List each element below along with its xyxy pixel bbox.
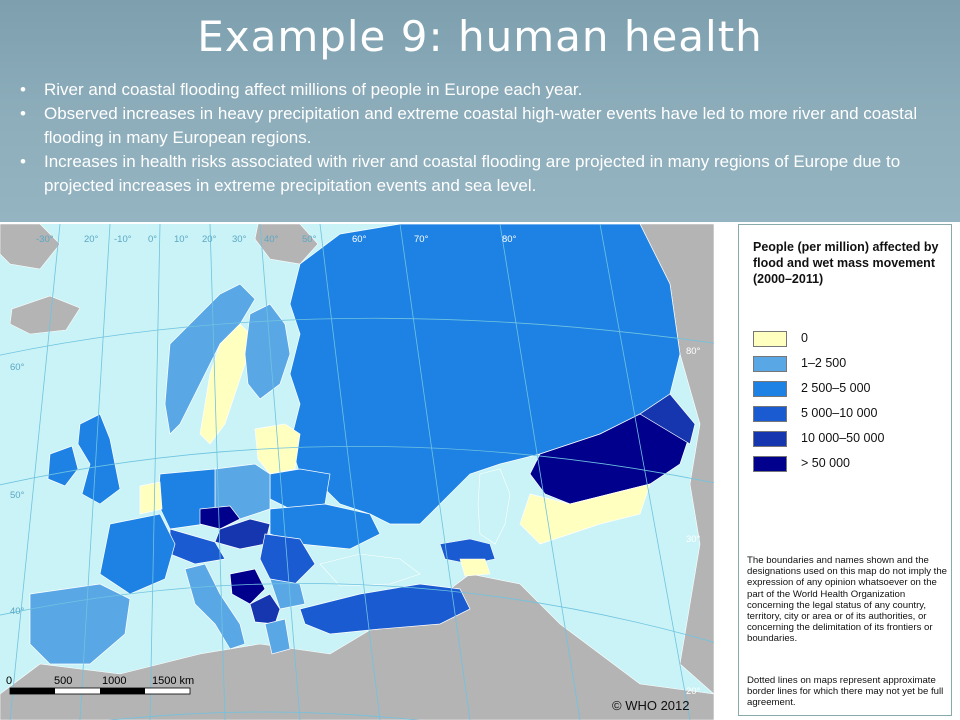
legend-item [753,456,943,474]
legend-dotted-note: Dotted lines on maps represent approximate border lines for which there may not yet be full agreement. [747,675,944,709]
lon-label: 60° [352,234,367,245]
slide-header [0,0,960,222]
bullet-item [18,78,948,102]
legend-disclaimer: The boundaries and names shown and the designations used on this map do not imply the expression of any opinion whatsoever on the part of the World Health Organization concerning the legal status of any country, territory, city or area or of its authorities, or concerning the delimitation of its frontiers or boundaries. [747,555,947,645]
lon-label: 20° [202,234,217,245]
scale-bar-segment [10,688,55,694]
map-svg [0,224,714,720]
bullet-text: River and coastal flooding affect millions of people in Europe each year. [44,80,583,99]
slide-title: Example 9: human health [197,12,763,61]
legend-label: 0 [801,331,808,345]
lat-label: 60° [10,362,25,373]
map-copyright: © WHO 2012 [612,698,690,713]
bullet-dot-icon: • [20,104,26,123]
bullet-item [18,102,948,150]
scale-tick-label: 500 [54,675,73,687]
legend-swatch [753,331,787,347]
legend-label: 2 500–5 000 [801,381,871,395]
legend-label: 5 000–10 000 [801,406,878,420]
bullet-text: Increases in health risks associated with river and coastal flooding are projected in many regions of Europe due to projected increases in extreme precipitation events and sea level. [44,152,901,195]
scale-bar-segment [100,688,145,694]
lon-label: 30° [232,234,247,245]
legend-label: 10 000–50 000 [801,431,885,445]
legend-item [753,331,943,349]
legend-swatch [753,356,787,372]
bullet-dot-icon: • [20,152,26,171]
map-legend [738,224,952,716]
legend-item [753,356,943,374]
bullet-text: Observed increases in heavy precipitation and extreme coastal high-water events have led to more river and coastal flooding in many European regions. [44,104,918,147]
legend-swatch [753,406,787,422]
lon-label: -10° [114,234,132,245]
legend-swatch [753,456,787,472]
lon-label: -30° [36,234,54,245]
bullet-item [18,150,948,198]
lat-label: 20° [686,686,701,697]
lat-label: 30° [686,534,701,545]
bullet-list [18,78,948,198]
lon-label: 40° [264,234,279,245]
scale-tick-label: 1000 [102,675,127,687]
lon-label: 0° [148,234,158,245]
legend-label: > 50 000 [801,456,851,470]
legend-item [753,431,943,449]
lat-label: 40° [10,606,25,617]
lon-label: 70° [414,234,429,245]
legend-swatch [753,381,787,397]
europe-flood-map [0,224,714,720]
scale-tick-label: 0 [6,675,13,687]
armenia-region [460,559,490,576]
lon-label: 50° [302,234,317,245]
lon-label: 10° [174,234,189,245]
scale-tick-label: 1500 km [152,675,195,687]
lat-label: 50° [10,490,25,501]
legend-label: 1–2 500 [801,356,847,370]
belarus-region [270,469,330,509]
legend-title: People (per million) affected by flood and wet mass movement (2000–2011) [753,240,939,286]
bullet-dot-icon: • [20,80,26,99]
lon-label: 80° [502,234,517,245]
lat-label: 80° [686,346,701,357]
benelux-region [140,482,162,514]
legend-item [753,381,943,399]
legend-item [753,406,943,424]
lon-label: 20° [84,234,99,245]
legend-swatch [753,431,787,447]
